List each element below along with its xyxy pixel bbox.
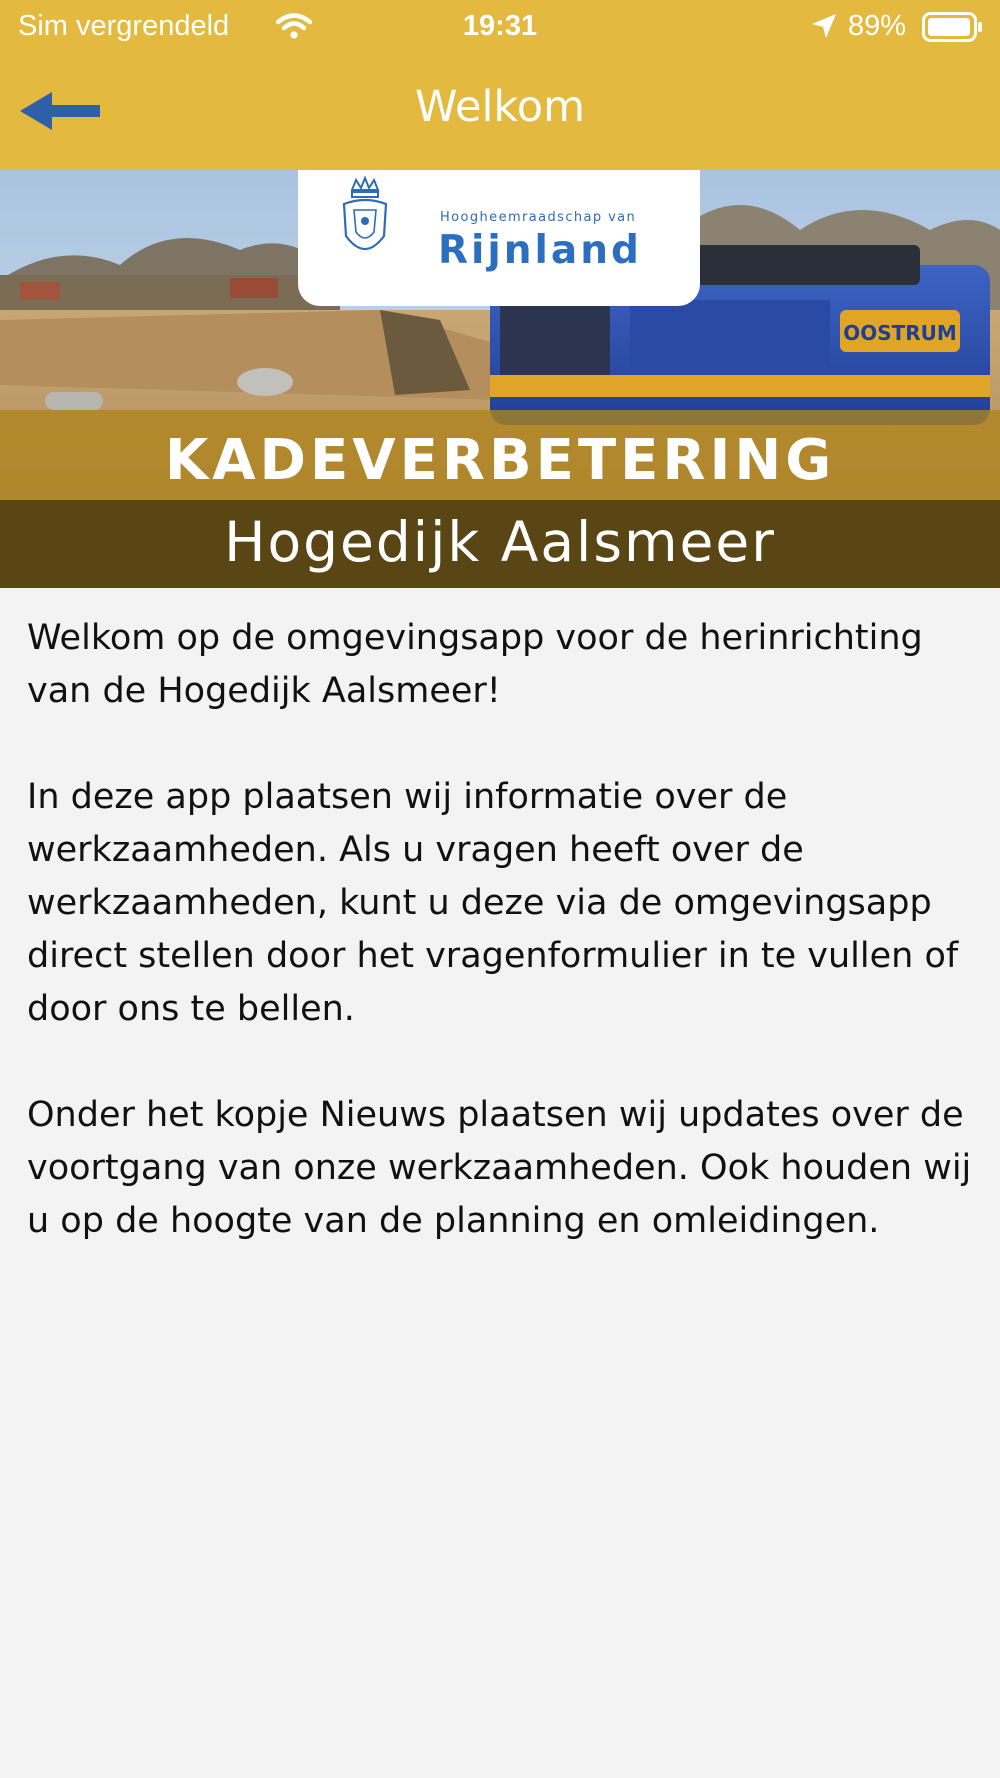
hero-title: KADEVERBETERING	[164, 428, 836, 493]
battery-icon	[922, 12, 984, 50]
logo-wordmark: Rijnland	[438, 228, 642, 273]
paragraph: In deze app plaatsen wij informatie over de werkzaamheden. Als u vragen heeft over de werkzaamheden, kunt u deze via de omgevingsapp direct stellen door het vragenformulier in te vullen of door ons te bellen.	[27, 777, 959, 1029]
welcome-text	[27, 612, 977, 1301]
rijnland-logo	[298, 170, 700, 306]
hero-banner	[0, 170, 1000, 588]
navigation-bar	[0, 56, 1000, 170]
coat-of-arms-icon	[340, 176, 390, 270]
carrier-label: Sim vergrendeld	[18, 10, 230, 42]
status-bar	[0, 0, 1000, 56]
logo-subtitle: Hoogheemraadschap van	[440, 210, 637, 225]
excavator-brand-text: OOSTRUM	[843, 321, 957, 345]
location-arrow-icon	[810, 12, 838, 48]
page-title: Welkom	[415, 82, 585, 132]
paragraph: Welkom op de omgevingsapp voor de herinrichting van de Hogedijk Aalsmeer!	[27, 618, 923, 711]
battery-percentage: 89%	[848, 10, 907, 42]
header-bar	[0, 0, 1000, 170]
hero-subtitle: Hogedijk Aalsmeer	[224, 510, 776, 574]
paragraph: Onder het kopje Nieuws plaatsen wij updates over de voortgang van onze werkzaamheden. Ook houden wij u op de hoogte van de planning en omleidingen.	[27, 1095, 972, 1241]
status-time: 19:31	[462, 10, 538, 42]
